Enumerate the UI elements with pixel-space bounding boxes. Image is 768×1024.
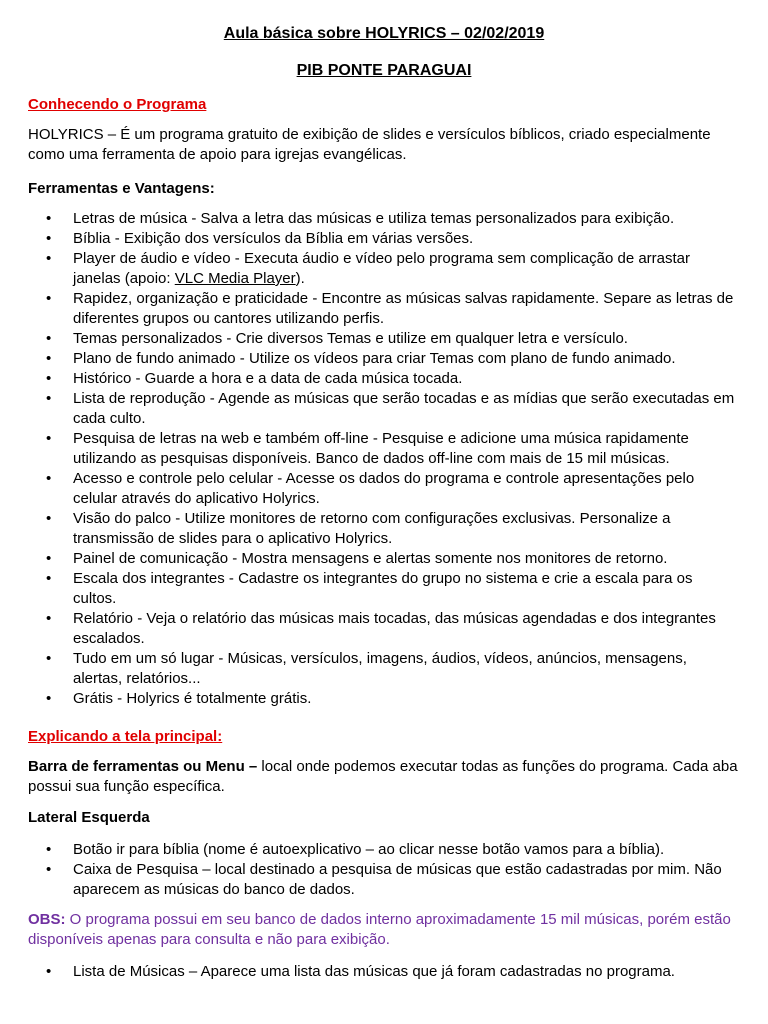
intro-paragraph: HOLYRICS – É um programa gratuito de exibição de slides e versículos bíblicos, criado especialmente como uma ferramenta de apoio para igrejas evangélicas. <box>28 126 711 163</box>
document-subtitle: PIB PONTE PARAGUAI <box>296 62 472 79</box>
obs-paragraph <box>28 910 740 950</box>
list-item: • Visão do palco - Utilize monitores de retorno com configurações exclusivas. Personalize a transmissão de slides para o aplicativo Holyrics. <box>28 509 740 549</box>
list-item: • Painel de comunicação - Mostra mensagens e alertas somente nos monitores de retorno. <box>28 549 740 569</box>
list-item: • Rapidez, organização e praticidade - Encontre as músicas salvas rapidamente. Separe as letras de diferentes grupos ou cantores utilizando perfis. <box>28 289 740 329</box>
left-side-heading: Lateral Esquerda <box>28 809 150 826</box>
left-side-list <box>28 840 740 900</box>
list-item: • Pesquisa de letras na web e também off-line - Pesquise e adicione uma música rapidamente utilizando as pesquisas disponíveis. Banco de dados off-line com mais de 15 mil músicas. <box>28 429 740 469</box>
list-item: • Tudo em um só lugar - Músicas, versículos, imagens, áudios, vídeos, anúncios, mensagens, alertas, relatórios... <box>28 649 740 689</box>
list-item: • Lista de reprodução - Agende as músicas que serão tocadas e as mídias que serão executadas em cada culto. <box>28 389 740 429</box>
document-title: Aula básica sobre HOLYRICS – 02/02/2019 <box>223 25 545 42</box>
menu-text: local onde podemos executar todas as funções do programa. Cada aba possui sua função específica. <box>28 758 738 795</box>
list-item: • Grátis - Holyrics é totalmente grátis. <box>28 689 740 709</box>
list-item <box>28 249 740 289</box>
tools-heading: Ferramentas e Vantagens: <box>28 180 215 197</box>
list-item: • Lista de Músicas – Aparece uma lista das músicas que já foram cadastradas no programa. <box>28 962 740 982</box>
list-item: • Temas personalizados - Crie diversos Temas e utilize em qualquer letra e versículo. <box>28 329 740 349</box>
list-item: • Histórico - Guarde a hora e a data de cada música tocada. <box>28 369 740 389</box>
list-item: • Relatório - Veja o relatório das músicas mais tocadas, das músicas agendadas e dos integrantes escalados. <box>28 609 740 649</box>
vlc-media-player-link[interactable]: VLC Media Player <box>174 270 296 287</box>
list-item: • Acesso e controle pelo celular - Acesse os dados do programa e controle apresentações pelo celular através do aplicativo Holyrics. <box>28 469 740 509</box>
list-item: • Bíblia - Exibição dos versículos da Bíblia em várias versões. <box>28 229 740 249</box>
features-list <box>28 209 740 709</box>
list-item: • Plano de fundo animado - Utilize os vídeos para criar Temas com plano de fundo animado. <box>28 349 740 369</box>
list-item: • Botão ir para bíblia (nome é autoexplicativo – ao clicar nesse botão vamos para a bíblia). <box>28 840 740 860</box>
list-item: • Caixa de Pesquisa – local destinado a pesquisa de músicas que estão cadastradas por mim. Não aparecem as músicas do banco de dados. <box>28 860 740 900</box>
menu-paragraph <box>28 757 740 797</box>
list-item: • Letras de música - Salva a letra das músicas e utiliza temas personalizados para exibição. <box>28 209 740 229</box>
list-item: • Escala dos integrantes - Cadastre os integrantes do grupo no sistema e crie a escala para os cultos. <box>28 569 740 609</box>
section-heading-conhecendo: Conhecendo o Programa <box>28 96 207 113</box>
obs-text: O programa possui em seu banco de dados interno aproximadamente 15 mil músicas, porém estão disponíveis apenas para consulta e não para exibição. <box>28 911 731 948</box>
list-item-text: Player de áudio e vídeo - Executa áudio e vídeo pelo programa sem complicação de arrastar janelas (apoio: <box>73 250 691 287</box>
obs-label: OBS: <box>28 911 66 928</box>
section-heading-explicando: Explicando a tela principal: <box>28 728 223 745</box>
music-list-items <box>28 962 740 982</box>
menu-label: Barra de ferramentas ou Menu – <box>28 758 258 775</box>
list-item-text: ). <box>295 270 305 287</box>
